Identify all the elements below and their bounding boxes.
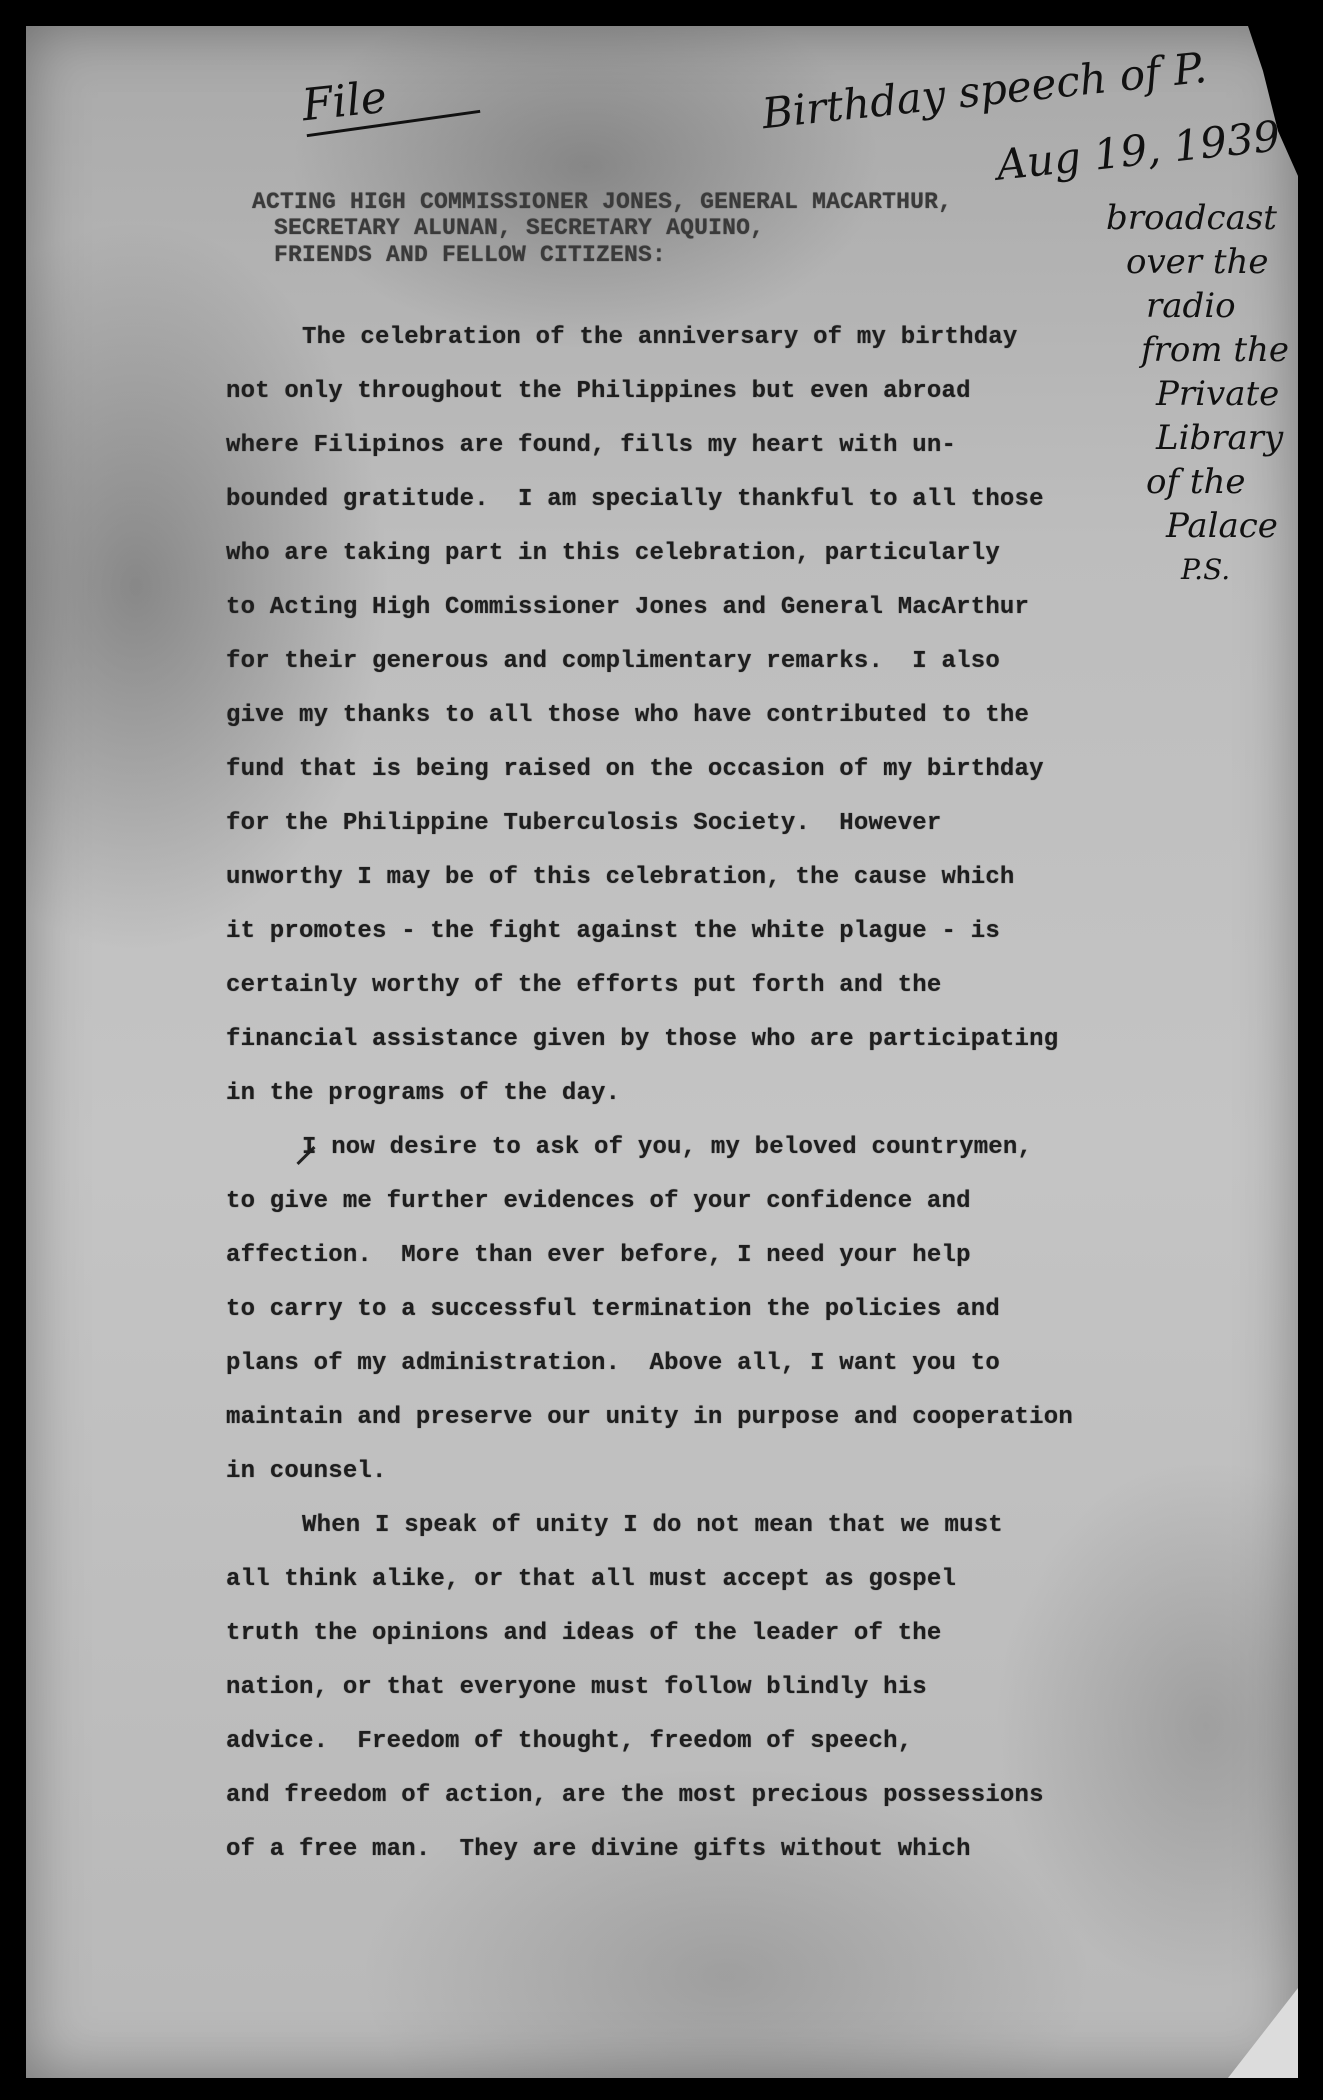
margin-note-line: radio <box>1146 286 1236 326</box>
body-line: give my thanks to all those who have contributed to the <box>226 702 1030 729</box>
body-line: to carry to a successful termination the policies and <box>226 1296 1000 1323</box>
body-line: financial assistance given by those who are participating <box>226 1026 1059 1053</box>
handwritten-file-mark: File <box>299 71 390 132</box>
document-page <box>26 26 1298 2078</box>
body-line: in counsel. <box>226 1458 387 1485</box>
body-line: who are taking part in this celebration, particularly <box>226 540 1000 567</box>
margin-note-line: of the <box>1146 462 1246 502</box>
body-line: maintain and preserve our unity in purpose and cooperation <box>226 1404 1073 1431</box>
body-line: certainly worthy of the efforts put forth and the <box>226 972 942 999</box>
handwritten-date: Aug 19, 1939 <box>994 111 1283 190</box>
body-line: bounded gratitude. I am specially thankful to all those <box>226 486 1044 513</box>
margin-note-line: P.S. <box>1181 553 1231 586</box>
body-line: truth the opinions and ideas of the leader of the <box>226 1620 942 1647</box>
body-line: for the Philippine Tuberculosis Society. However <box>226 810 942 837</box>
body-line: advice. Freedom of thought, freedom of speech, <box>226 1728 913 1755</box>
body-line: I now desire to ask of you, my beloved countrymen, <box>302 1134 1033 1161</box>
salutation-line: ACTING HIGH COMMISSIONER JONES, GENERAL MACARTHUR, <box>252 189 953 215</box>
margin-note-line: Palace <box>1166 506 1278 546</box>
body-line: to give me further evidences of your confidence and <box>226 1188 971 1215</box>
body-line: When I speak of unity I do not mean that we must <box>302 1512 1003 1539</box>
margin-note-line: Private <box>1156 374 1280 414</box>
handwritten-margin-note <box>1086 196 1289 592</box>
body-line: plans of my administration. Above all, I want you to <box>226 1350 1000 1377</box>
body-line: to Acting High Commissioner Jones and General MacArthur <box>226 594 1030 621</box>
margin-note-line: Library <box>1156 418 1284 458</box>
body-line: for their generous and complimentary remarks. I also <box>226 648 1000 675</box>
margin-note-line: broadcast <box>1106 198 1277 238</box>
body-line: fund that is being raised on the occasion of my birthday <box>226 756 1044 783</box>
handwritten-title: Birthday speech of P. <box>759 42 1210 139</box>
body-line: affection. More than ever before, I need your help <box>226 1242 971 1269</box>
body-line: The celebration of the anniversary of my birthday <box>302 324 1018 351</box>
body-line: where Filipinos are found, fills my heart with un- <box>226 432 957 459</box>
salutation-line: FRIENDS AND FELLOW CITIZENS: <box>274 242 667 268</box>
body-line: in the programs of the day. <box>226 1080 621 1107</box>
folded-corner <box>1228 1988 1298 2078</box>
body-line: of a free man. They are divine gifts without which <box>226 1836 971 1863</box>
body-line: unworthy I may be of this celebration, the cause which <box>226 864 1015 891</box>
salutation-line: SECRETARY ALUNAN, SECRETARY AQUINO, <box>274 215 765 241</box>
margin-note-line: from the <box>1141 330 1290 370</box>
body-line: and freedom of action, are the most precious possessions <box>226 1782 1044 1809</box>
margin-note-line: over the <box>1126 242 1269 282</box>
body-line: all think alike, or that all must accept as gospel <box>226 1566 957 1593</box>
body-line: nation, or that everyone must follow blindly his <box>226 1674 927 1701</box>
body-line: it promotes - the fight against the white plague - is <box>226 918 1000 945</box>
body-line: not only throughout the Philippines but even abroad <box>226 378 971 405</box>
